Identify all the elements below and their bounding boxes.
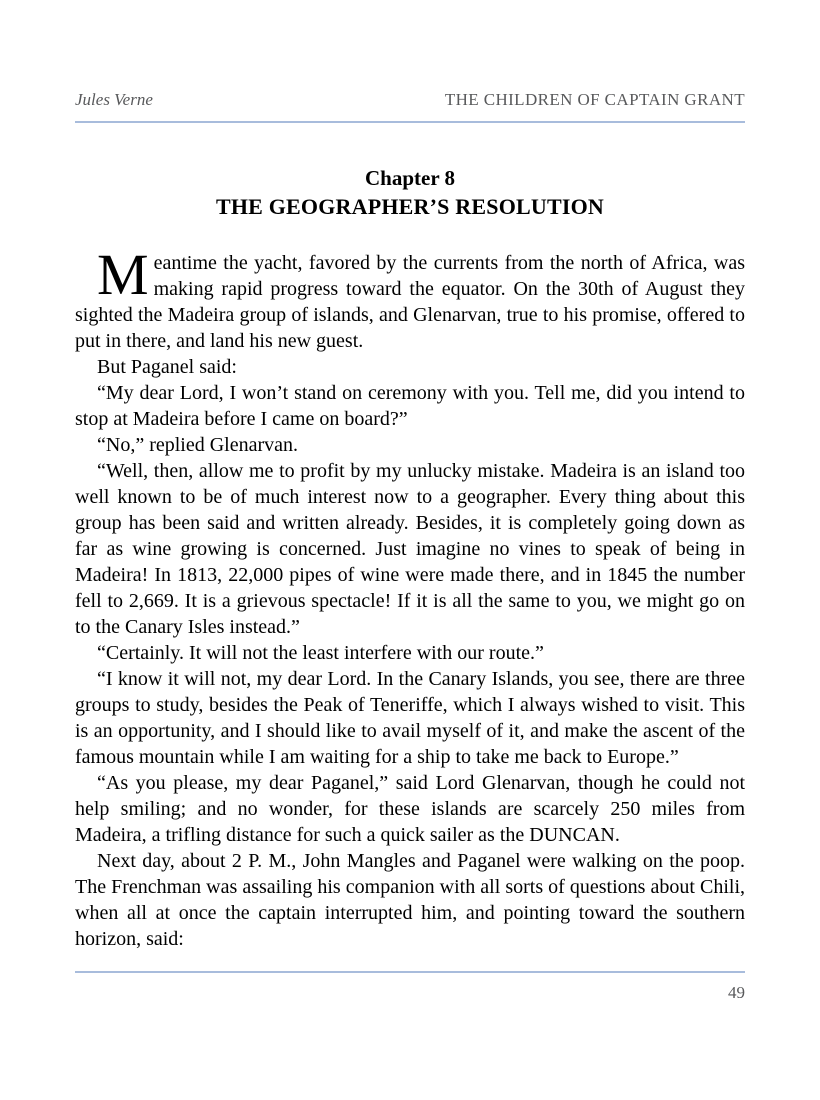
running-header xyxy=(75,90,745,123)
footer-rule xyxy=(75,971,745,1003)
paragraph: “I know it will not, my dear Lord. In the Canary Islands, you see, there are three groups to study, besides the Peak of Teneriffe, which I always wished to visit. This is an opportunity, and I should like to avail myself of it, and make the ascent of the famous mountain while I am waiting for a ship to take me back to Europe.” xyxy=(75,668,745,768)
paragraph: But Paganel said: xyxy=(97,356,237,378)
header-author: Jules Verne xyxy=(75,90,153,109)
chapter-title: THE GEOGRAPHER’S RESOLUTION xyxy=(215,194,605,219)
paragraph: “My dear Lord, I won’t stand on ceremony with you. Tell me, did you intend to stop at Madeira before I came on board?” xyxy=(75,382,745,430)
drop-cap: M xyxy=(97,242,149,307)
paragraph: “Well, then, allow me to profit by my unlucky mistake. Madeira is an island too well known to be of much interest now to a geographer. Every thing about this group has been said and written already. Besides, it is completely going down as far as wine growing is concerned. Just imagine no vines to speak of being in Madeira! In 1813, 22,000 pipes of wine were made there, and in 1845 the number fell to 2,669. It is a grievous spectacle! If it is all the same to you, we might go on to the Canary Isles instead.” xyxy=(75,460,745,638)
paragraph: “As you please, my dear Paganel,” said Lord Glenarvan, though he could not help smiling; and no wonder, for these islands are scarcely 250 miles from Madeira, a trifling distance for such a quick sailer as the DUNCAN. xyxy=(75,772,745,846)
chapter-heading xyxy=(75,166,745,220)
chapter-number: Chapter 8 xyxy=(364,166,456,190)
header-book-title: THE CHILDREN OF CAPTAIN GRANT xyxy=(444,90,745,109)
paragraph: “Certainly. It will not the least interfere with our route.” xyxy=(97,642,544,664)
page-number: 49 xyxy=(728,983,745,1002)
body-text xyxy=(75,242,745,952)
paragraph xyxy=(75,242,745,354)
paragraph-text: eantime the yacht, favored by the currents from the north of Africa, was making rapid progress toward the equator. On the 30th of August they sighted the Madeira group of islands, and Glenarvan, true to his promise, offered to put in there, and land his new guest. xyxy=(75,252,745,352)
paragraph: Next day, about 2 P. M., John Mangles and Paganel were walking on the poop. The Frenchman was assailing his companion with all sorts of questions about Chili, when all at once the captain interrupted him, and pointing toward the southern horizon, said: xyxy=(75,850,745,950)
paragraph: “No,” replied Glenarvan. xyxy=(97,434,299,456)
